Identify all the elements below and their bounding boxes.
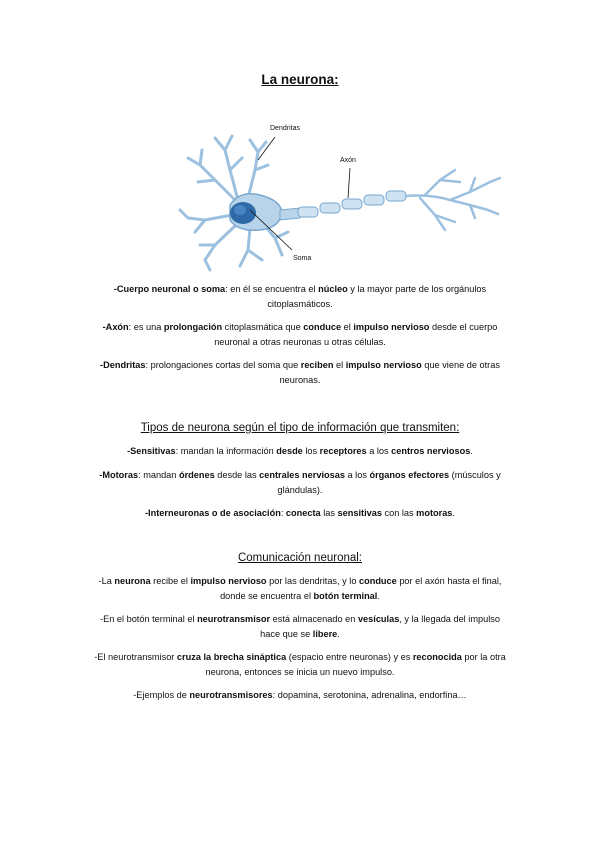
text-run: conduce bbox=[303, 322, 342, 332]
axon-hillock-drawing bbox=[280, 208, 300, 220]
text-run: el bbox=[333, 360, 346, 370]
text-run: por el axón hasta el final, donde se encuentra el bbox=[220, 576, 502, 601]
text-run: los bbox=[302, 446, 320, 456]
neuron-illustration bbox=[170, 110, 530, 280]
text-run: (músculos y glándulas). bbox=[277, 470, 501, 495]
text-run: impulso nervioso bbox=[345, 360, 422, 370]
text-run: recibe el bbox=[150, 576, 191, 586]
text-run: -Sensitivas bbox=[127, 446, 176, 456]
text-run: motoras bbox=[416, 508, 453, 518]
text-run: con las bbox=[381, 508, 417, 518]
text-run: : bbox=[280, 508, 286, 518]
part-axon bbox=[90, 320, 510, 350]
label-dendritas: Dendritas bbox=[270, 125, 300, 132]
comunicacion-1 bbox=[90, 574, 510, 604]
text-run: órganos efectores bbox=[369, 470, 450, 480]
text-run: receptores bbox=[319, 446, 367, 456]
text-run: impulso nervioso bbox=[190, 576, 267, 586]
text-run: núcleo bbox=[318, 284, 348, 294]
text-run: . bbox=[337, 629, 340, 639]
text-run: : es una bbox=[128, 322, 164, 332]
text-run: sensitivas bbox=[337, 508, 382, 518]
text-run: desde las bbox=[214, 470, 260, 480]
text-run: desde el cuerpo neuronal a otras neuronas u otras células. bbox=[214, 322, 498, 347]
heading-tipos: Tipos de neurona según el tipo de información que transmiten: bbox=[140, 422, 460, 434]
text-run: . bbox=[452, 508, 455, 518]
text-run: -Motoras bbox=[99, 470, 139, 480]
text-run: -El neurotransmisor bbox=[94, 652, 177, 662]
text-run: cruza la brecha sináptica bbox=[176, 652, 287, 662]
tipo-sensitivas bbox=[90, 444, 510, 459]
text-run: citoplasmática que bbox=[222, 322, 304, 332]
part-soma bbox=[90, 282, 510, 312]
text-run: las bbox=[320, 508, 338, 518]
axon-drawing bbox=[298, 191, 406, 217]
text-run: : en él se encuentra el bbox=[225, 284, 319, 294]
text-run: . bbox=[470, 446, 473, 456]
text-run: por las dendritas, y lo bbox=[266, 576, 359, 586]
text-run: : mandan bbox=[138, 470, 179, 480]
text-run: -Axón bbox=[102, 322, 129, 332]
text-run: libere bbox=[312, 629, 338, 639]
text-run: prolongación bbox=[163, 322, 223, 332]
part-dendritas bbox=[90, 358, 510, 388]
text-run: neurona bbox=[114, 576, 151, 586]
text-run: : prolongaciones cortas del soma que bbox=[145, 360, 301, 370]
comunicacion-4 bbox=[90, 688, 510, 703]
text-run: conecta bbox=[285, 508, 321, 518]
text-run: botón terminal bbox=[313, 591, 378, 601]
text-run: y la mayor parte de los orgánulos citoplasmáticos. bbox=[267, 284, 487, 309]
neuron-figure bbox=[170, 110, 530, 280]
axon-terminal-drawing bbox=[406, 170, 500, 230]
nucleolus-drawing bbox=[234, 205, 246, 215]
page-title: La neurona: bbox=[261, 72, 339, 87]
text-run: a los bbox=[344, 470, 370, 480]
tipo-motoras bbox=[90, 468, 510, 498]
text-run: : mandan la información bbox=[175, 446, 277, 456]
label-axon: Axón bbox=[340, 157, 356, 164]
text-run: centrales nerviosas bbox=[259, 470, 345, 480]
text-run: -Cuerpo neuronal o soma bbox=[113, 284, 226, 294]
comunicacion-2 bbox=[90, 612, 510, 642]
text-run: impulso nervioso bbox=[353, 322, 430, 332]
tipo-interneuronas bbox=[90, 506, 510, 521]
label-soma: Soma bbox=[293, 255, 312, 262]
text-run: (espacio entre neuronas) y es bbox=[286, 652, 413, 662]
text-run: : dopamina, serotonina, adrenalina, endorfina… bbox=[272, 690, 467, 700]
heading-comunicacion: Comunicación neuronal: bbox=[237, 552, 363, 564]
text-run: conduce bbox=[358, 576, 397, 586]
text-run: que viene de otras neuronas. bbox=[279, 360, 500, 385]
text-run: -En el botón terminal el bbox=[100, 614, 198, 624]
text-run: por la otra neurona, entonces se inicia un nuevo impulso. bbox=[205, 652, 506, 677]
text-run: vesículas bbox=[357, 614, 400, 624]
text-run: -Interneuronas o de asociación bbox=[145, 508, 281, 518]
text-run: -Ejemplos de bbox=[133, 690, 190, 700]
text-run: está almacenado en bbox=[270, 614, 358, 624]
figure-pointer-lines bbox=[250, 137, 350, 250]
text-run: reciben bbox=[300, 360, 334, 370]
text-run: a los bbox=[366, 446, 392, 456]
text-run: neurotransmisores bbox=[189, 690, 273, 700]
text-run: reconocida bbox=[412, 652, 462, 662]
text-run: desde bbox=[276, 446, 303, 456]
comunicacion-3 bbox=[90, 650, 510, 680]
text-run: , y la llegada del impulso hace que se bbox=[260, 614, 500, 639]
text-run: -Dendritas bbox=[100, 360, 146, 370]
text-run: centros nerviosos bbox=[391, 446, 471, 456]
text-run: órdenes bbox=[178, 470, 215, 480]
text-run: el bbox=[341, 322, 354, 332]
text-run: . bbox=[377, 591, 380, 601]
text-run: neurotransmisor bbox=[197, 614, 271, 624]
text-run: -La bbox=[98, 576, 115, 586]
